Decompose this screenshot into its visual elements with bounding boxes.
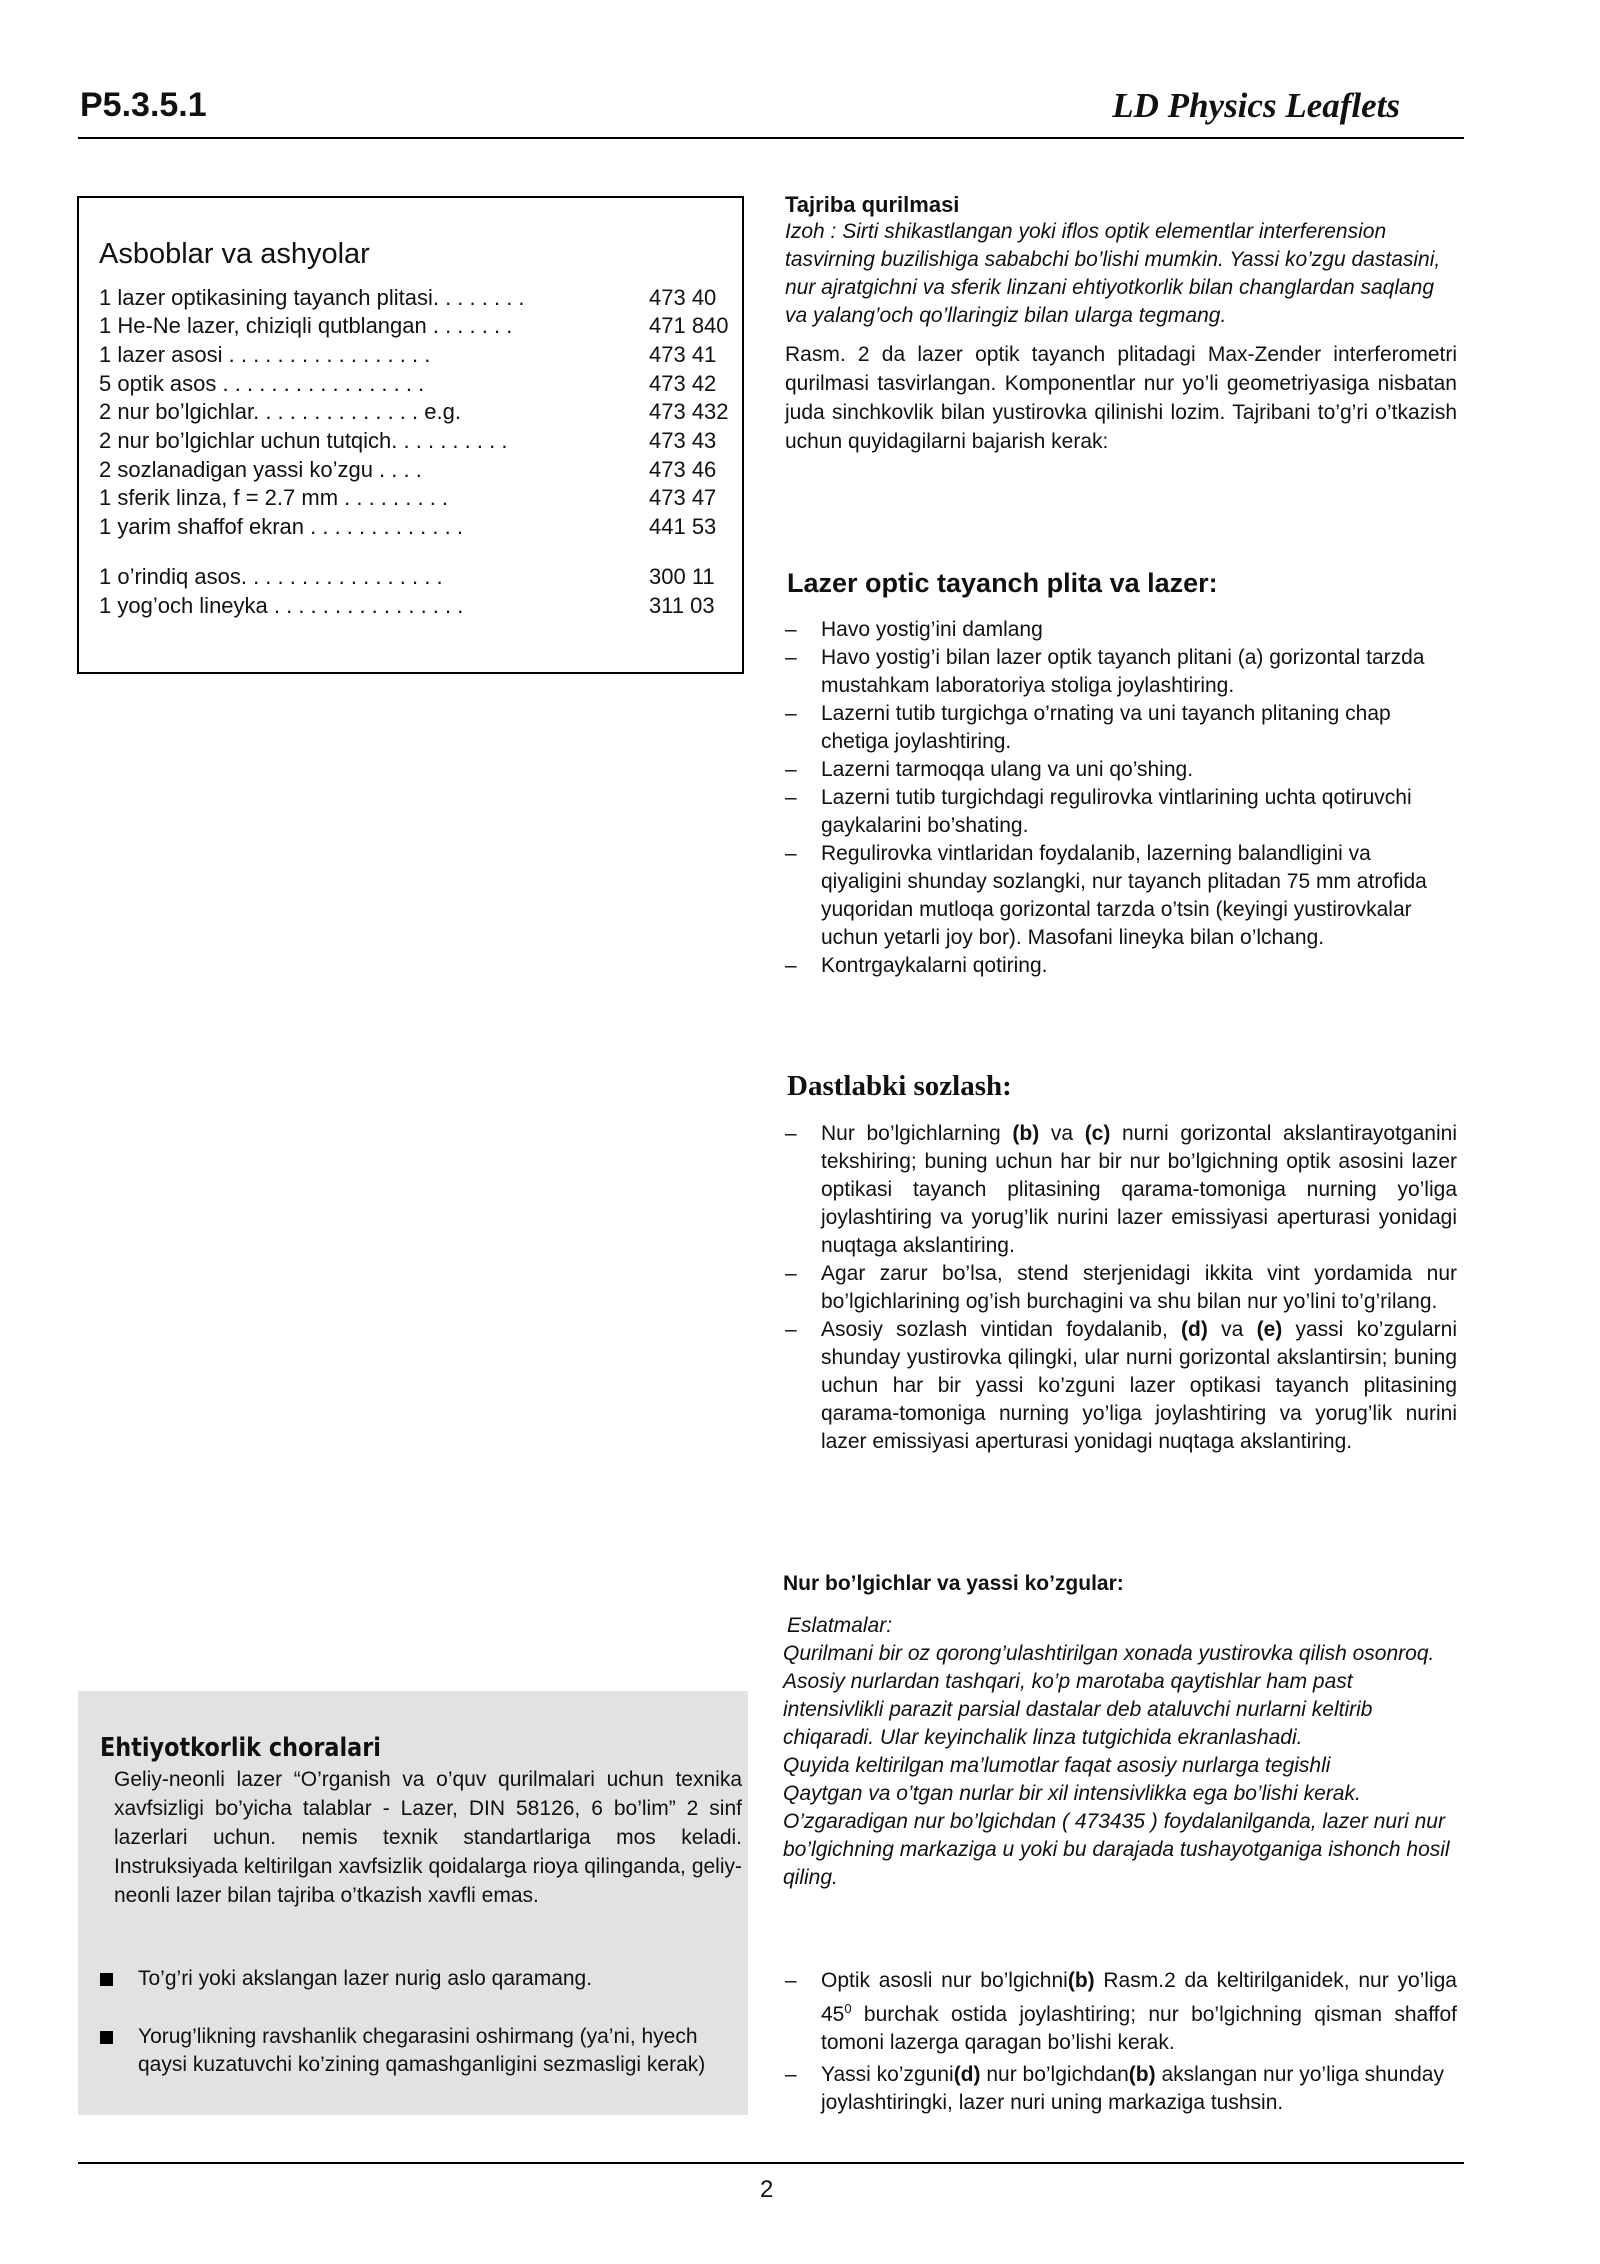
beam-notes <box>783 1612 1455 1892</box>
step-text: Rasm.2 da keltirilganidek, nur yo’liga 45 <box>821 1969 1457 2026</box>
equipment-item <box>99 284 719 312</box>
step-text: Havo yostig’ini damlang <box>821 618 1043 641</box>
step-text: Lazerni tutib turgichdagi regulirovka vintlarining uchta qotiruvchi gaykalarini bo’shating. <box>821 786 1412 837</box>
equipment-item-name: 2 sozlanadigan yassi ko’zgu . . . . <box>99 457 422 482</box>
step-text: yassi ko’zgularni shunday yustirovka qilingki, ular nurni gorizontal akslantirsin; buning uchun har bir yassi ko’zguni lazer optikasi tayanch plitasining qarama-tomoniga nurning yo’liga joylashtiring va yorug’lik nurini lazer emissiyasi aperturasi yonidagi nuqtaga akslantiring. <box>821 1318 1457 1453</box>
step-text: Regulirovka vintlaridan foydalanib, lazerning balandligini va qiyaligini shunday sozlangki, nur tayanch plitadan 75 mm atrofida yuqoridan mutloqa gorizontal tarzda o’tsin (keyingi yustirovkalar uchun yetarli joy bor). Masofani lineyka bilan o’lchang. <box>821 842 1427 949</box>
dash-bullet: – <box>785 954 797 977</box>
equipment-item-name: 1 lazer asosi . . . . . . . . . . . . . . . . . <box>99 342 431 367</box>
equipment-item-name: 2 nur bo’lgichlar. . . . . . . . . . . . . . e.g. <box>99 399 461 424</box>
beam-step <box>785 1967 1457 2057</box>
laser-step <box>785 756 1457 784</box>
laser-step <box>785 616 1457 644</box>
step-text: va <box>1207 1318 1257 1341</box>
equipment-item-name: 1 sferik linza, f = 2.7 mm . . . . . . . . . <box>99 485 449 510</box>
equipment-item <box>99 398 729 426</box>
step-text: akslangan nur yo’liga shunday joylashtiringki, lazer nuri uning markaziga tushsin. <box>821 2063 1444 2114</box>
footer-rule <box>78 2162 1464 2164</box>
step-text: Lazerni tutib turgichga o’rnating va uni tayanch plitaning chap chetiga joylashtiring. <box>821 702 1391 753</box>
step-text: Nur bo’lgichlarning <box>821 1122 1013 1145</box>
equipment-item-number: 311 03 <box>649 593 715 618</box>
prelim-step <box>785 1120 1457 1260</box>
setup-block <box>785 192 1457 456</box>
safety-title: Ehtiyotkorlik choralari <box>100 1733 381 1763</box>
laser-step <box>785 644 1457 700</box>
dash-bullet: – <box>785 1969 797 1992</box>
prelim-step <box>785 1260 1457 1316</box>
step-text: Havo yostig’i bilan lazer optik tayanch plitani (a) gorizontal tarzda mustahkam laboratoriya stoliga joylashtiring. <box>821 646 1425 697</box>
setup-note: Izoh : Sirti shikastlangan yoki iflos optik elementlar interferension tasvirning buzilishiga sababchi bo’lishi mumkin. Yassi ko’zgu dastasini, nur ajratgichni va sferik linzani ehtiyotkorlik bilan changlardan saqlang va yalang’och qo’llaringiz bilan ularga tegmang. <box>785 220 1441 327</box>
equipment-item-number: 473 41 <box>649 342 717 367</box>
page-number: 2 <box>760 2176 774 2203</box>
step-text: burchak ostida joylashtiring; nur bo’lgichning qisman shaffof tomoni lazerga qaragan bo’lishi kerak. <box>821 2003 1457 2054</box>
header-rule <box>78 137 1464 139</box>
safety-bullet-text: To’g’ri yoki akslangan lazer nurig aslo qaramang. <box>138 1967 593 1990</box>
step-text: nurni gorizontal akslantirayotganini tekshiring; buning uchun har bir nur bo’lgichning optik asosini lazer optikasi tayanch plitasining qarama-tomoniga nurning yo’liga joylashtiring va yorug’lik nurini lazer emissiyasi aperturasi yonidagi nuqtaga akslantiring. <box>821 1122 1457 1257</box>
beam-step <box>785 2061 1457 2117</box>
safety-intro: Geliy-neonli lazer “O’rganish va o’quv qurilmalari uchun texnika xavfsizligi bo’yicha talablar - Lazer, DIN 58126, 6 bo’lim” 2 sinf lazerlari uchun. nemis texnik standartlariga mos keladi. Instruksiyada keltirilgan xavfsizlik qoidalarga rioya qilinganda, geliy-neonli lazer bilan tajriba o’tkazish xavfli emas. <box>114 1768 742 1907</box>
setup-title: Tajriba qurilmasi <box>785 192 960 217</box>
safety-bullet-text: Yorug’likning ravshanlik chegarasini oshirmang (ya’ni, hyech qaysi kuzatuvchi ko’zining qamashganligini sezmasligi kerak) <box>138 2025 706 2076</box>
beam-section-title: Nur bo’lgichlar va yassi ko’zgular: <box>783 1572 1124 1595</box>
dash-bullet: – <box>785 646 797 669</box>
setup-paragraph: Rasm. 2 da lazer optik tayanch plitadagi Max-Zender interferometri qurilmasi tasvirlangan. Komponentlar nur yo’li geometriyasiga nisbatan juda sinchkovlik bilan yustirovka qilinishi lozim. Tajribani to’g’ri o’tkazish uchun quyidagilarni bajarish kerak: <box>785 343 1457 453</box>
equipment-item <box>99 456 719 484</box>
dash-bullet: – <box>785 758 797 781</box>
note-line: Qurilmani bir oz qorong’ulashtirilgan xonada yustirovka qilish osonroq. <box>783 1642 1435 1665</box>
equipment-item-name: 1 lazer optikasining tayanch plitasi. . . . . . . . <box>99 285 525 310</box>
dash-bullet: – <box>785 1262 797 1285</box>
dash-bullet: – <box>785 1122 797 1145</box>
beam-steps-list <box>785 1967 1457 2117</box>
equipment-item-number: 473 432 <box>649 399 729 424</box>
equipment-item-name: 1 yarim shaffof ekran . . . . . . . . . . . . . <box>99 514 463 539</box>
dash-bullet: – <box>785 618 797 641</box>
prelim-section-title: Dastlabki sozlash: <box>787 1070 1012 1102</box>
equipment-item-name: 1 He-Ne lazer, chiziqli qutblangan . . . . . . . <box>99 313 513 338</box>
step-text: Lazerni tarmoqqa ulang va uni qo’shing. <box>821 758 1194 781</box>
step-text: Agar zarur bo’lsa, stend sterjenidagi ikkita vint yordamida nur bo’lgichlarining og’ish burchagini va shu bilan nur yo’lini to’g’rilang. <box>821 1262 1457 1313</box>
laser-steps-list <box>785 616 1457 980</box>
prelim-step <box>785 1316 1457 1456</box>
laser-step <box>785 784 1457 840</box>
equipment-item <box>99 484 719 512</box>
equipment-item <box>99 513 719 541</box>
laser-section-title: Lazer optic tayanch plita va lazer: <box>787 568 1218 598</box>
equipment-item-number: 473 42 <box>649 371 717 396</box>
laser-step <box>785 840 1457 952</box>
equipment-item <box>99 427 719 455</box>
note-line: Asosiy nurlardan tashqari, ko’p marotaba qaytishlar ham past intensivlikli parazit parsial dastalar deb ataluvchi nurlarni keltirib chiqaradi. Ular keyinchalik linza tutgichida ekranlashadi. <box>783 1670 1373 1749</box>
label-bold: (d) <box>953 2063 981 2086</box>
publication-title: LD Physics Leaflets <box>1112 86 1400 125</box>
dash-bullet: – <box>785 1318 797 1341</box>
laser-step <box>785 952 1457 980</box>
equipment-item <box>99 592 719 620</box>
step-text: Yassi ko’zguni <box>821 2063 954 2086</box>
label-bold: (b) <box>1128 2063 1156 2086</box>
equipment-item-number: 471 840 <box>649 313 729 338</box>
step-text: Kontrgaykalarni qotiring. <box>821 954 1048 977</box>
step-text: va <box>1039 1122 1085 1145</box>
label-bold: (b) <box>1067 1969 1095 1992</box>
safety-box <box>78 1691 748 2115</box>
equipment-item-name: 5 optik asos . . . . . . . . . . . . . . . . . <box>99 371 425 396</box>
equipment-item-name: 1 yog’och lineyka . . . . . . . . . . . . . . . . <box>99 593 464 618</box>
dash-bullet: – <box>785 842 797 865</box>
step-text: nur bo’lgichdan <box>980 2063 1129 2086</box>
label-bold: (b) <box>1012 1122 1040 1145</box>
step-text: Asosiy sozlash vintidan foydalanib, <box>821 1318 1182 1341</box>
equipment-item <box>99 341 719 369</box>
equipment-item-number: 473 43 <box>649 428 717 453</box>
equipment-box <box>77 196 744 674</box>
equipment-item-name: 2 nur bo’lgichlar uchun tutqich. . . . . . . . . . <box>99 428 508 453</box>
equipment-item <box>99 312 729 340</box>
note-line: Quyida keltirilgan ma’lumotlar faqat asosiy nurlarga tegishli <box>783 1754 1331 1777</box>
step-text: Optik asosli nur bo’lgichni <box>821 1969 1068 1992</box>
dash-bullet: – <box>785 2063 797 2086</box>
dash-bullet: – <box>785 702 797 725</box>
label-bold: (e) <box>1256 1318 1283 1341</box>
laser-step <box>785 700 1457 756</box>
equipment-item <box>99 370 719 398</box>
degree-superscript: 0 <box>844 2001 852 2016</box>
equipment-item-number: 473 47 <box>649 485 717 510</box>
square-bullet-icon <box>100 1973 113 1986</box>
equipment-item-number: 441 53 <box>649 514 717 539</box>
equipment-item-name: 1 o’rindiq asos. . . . . . . . . . . . . . . . . <box>99 564 443 589</box>
equipment-item-number: 473 40 <box>649 285 717 310</box>
document-code: P5.3.5.1 <box>80 86 207 124</box>
label-bold: (d) <box>1181 1318 1208 1341</box>
dash-bullet: – <box>785 786 797 809</box>
equipment-item-number: 300 11 <box>649 564 715 589</box>
equipment-item <box>99 563 719 591</box>
equipment-title: Asboblar va ashyolar <box>99 238 370 270</box>
note-line: Qaytgan va o’tgan nurlar bir xil intensivlikka ega bo’lishi kerak. O’zgaradigan nur bo’lgichdan ( 473435 ) foydalanilganda, lazer nuri nur bo’lgichning markaziga u yoki bu darajada tushayotganiga ishonch hosil qiling. <box>783 1782 1450 1889</box>
label-bold: (c) <box>1084 1122 1111 1145</box>
square-bullet-icon <box>100 2031 113 2044</box>
notes-label: Eslatmalar: <box>787 1614 893 1637</box>
equipment-item-number: 473 46 <box>649 457 717 482</box>
prelim-steps-list <box>785 1120 1457 1456</box>
